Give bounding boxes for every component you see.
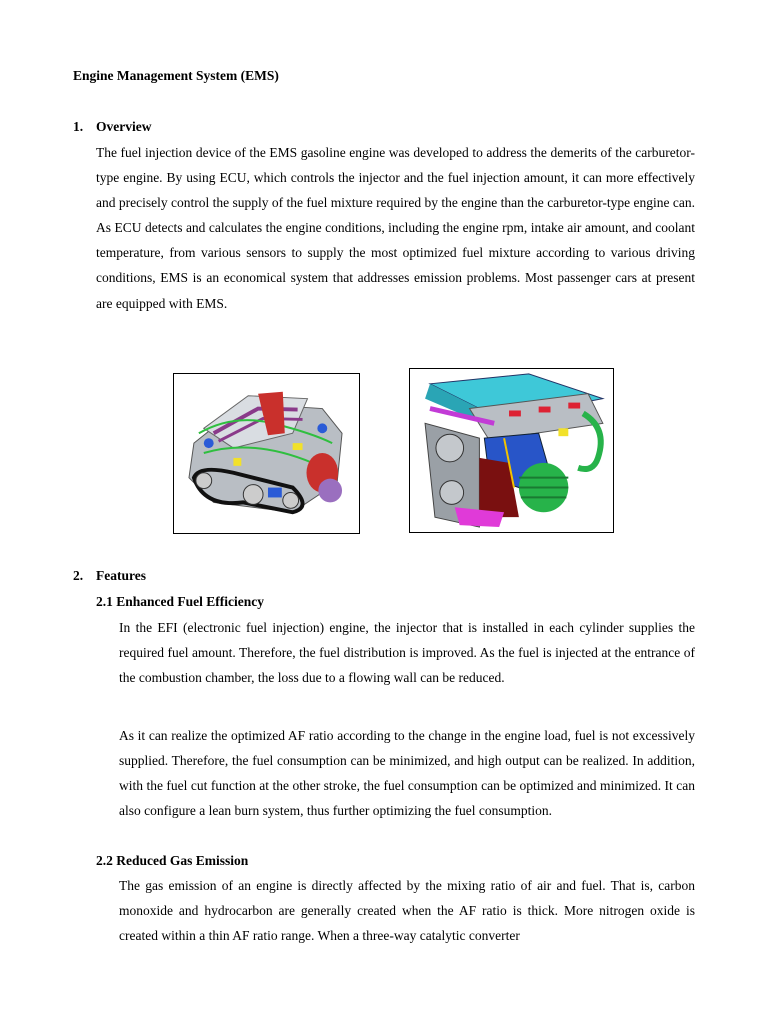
subsection-heading-fuel-efficiency: 2.1 Enhanced Fuel Efficiency	[96, 594, 264, 609]
inline4-engine-illustration-icon	[410, 369, 613, 532]
section-heading-features	[73, 568, 146, 584]
subsection-heading-gas-emission: 2.2 Reduced Gas Emission	[96, 853, 249, 868]
section-title: Overview	[96, 119, 152, 134]
gas-emission-paragraph: The gas emission of an engine is directly affected by the mixing ratio of air and fuel. That is, carbon monoxide and hydrocarbon are generally created when the AF ratio is thick. More nitrogen oxide is created within a thin AF ratio range. When a three-way catalytic converter	[119, 878, 695, 944]
section-number: 2.	[73, 568, 84, 583]
v6-engine-figure	[173, 373, 360, 534]
document-title: Engine Management System (EMS)	[73, 68, 279, 83]
fuel-efficiency-paragraph-2: As it can realize the optimized AF ratio according to the change in the engine load, fuel is not excessively supplied. Therefore, the fuel consumption can be minimized, and high output can be realized. In addition, with the fuel cut function at the other stroke, the fuel consumption can be optimized and minimized. It can also configure a lean burn system, thus further optimizing the fuel consumption.	[119, 728, 695, 819]
v6-engine-illustration-icon	[174, 374, 359, 533]
overview-paragraph: The fuel injection device of the EMS gasoline engine was developed to address the demerits of the carburetor-type engine. By using ECU, which controls the injector and the fuel injection amount, it can more effectively and precisely control the supply of the fuel mixture required by the engine than the carburetor-type engine can. As ECU detects and calculates the engine conditions, including the engine rpm, intake air amount, and coolant temperature, from various sensors to supply the most optimized fuel mixture according to various driving conditions, EMS is an economical system that addresses emission problems. Most passenger cars at present are equipped with EMS.	[96, 145, 695, 311]
fuel-efficiency-paragraph-1: In the EFI (electronic fuel injection) engine, the injector that is installed in each cylinder supplies the required fuel amount. Therefore, the fuel distribution is improved. As the fuel is injected at the entrance of the combustion chamber, the loss due to a flowing wall can be reduced.	[119, 620, 695, 686]
section-number: 1.	[73, 119, 84, 134]
section-title: Features	[96, 568, 146, 583]
section-heading-overview	[73, 119, 151, 135]
inline4-engine-figure	[409, 368, 614, 533]
